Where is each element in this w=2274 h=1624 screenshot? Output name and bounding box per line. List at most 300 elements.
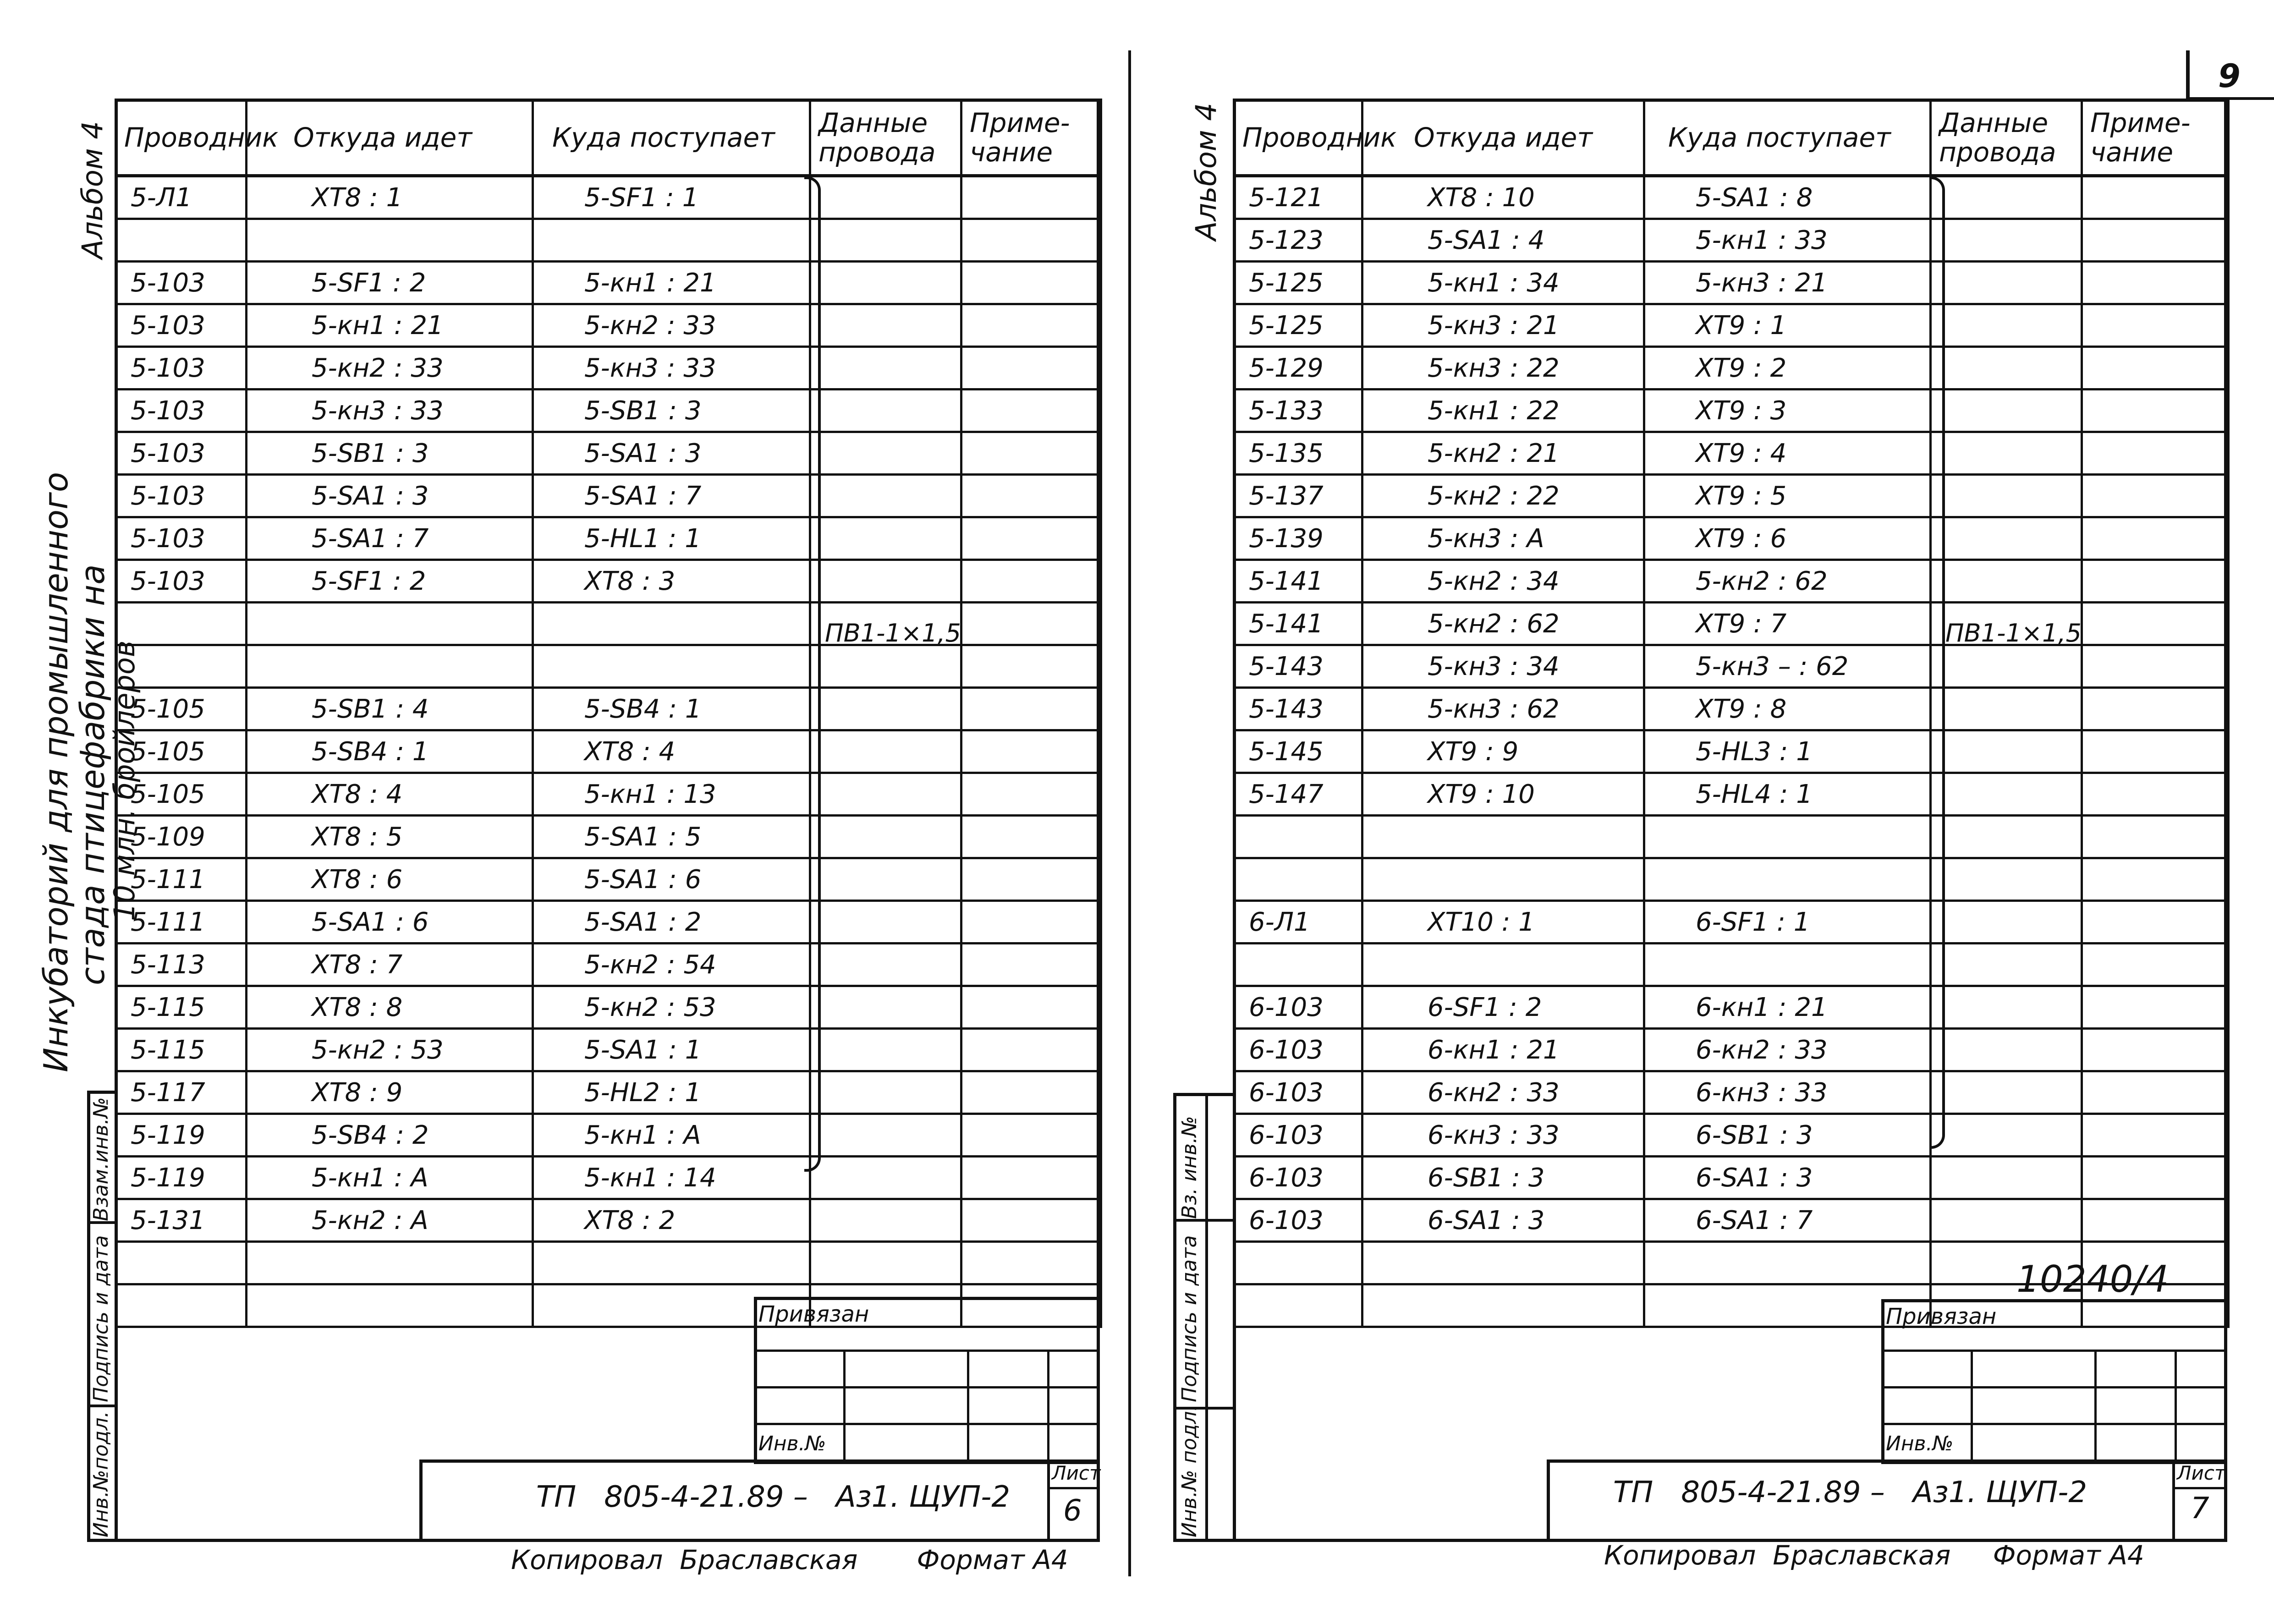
note-cell (2082, 773, 2229, 816)
wire-data-cell (810, 390, 961, 432)
wire-cell: 5-119 (116, 1114, 247, 1157)
page-number: 9 (2218, 57, 2241, 95)
wire-data-cell (1931, 858, 2082, 901)
wire-cell: 6-103 (1234, 1029, 1362, 1071)
right-stamp-sep-1 (1173, 1219, 1236, 1222)
note-cell (2082, 901, 2229, 944)
wire-cell: 5-145 (1234, 730, 1362, 773)
from-cell: 5-SA1 : 6 (247, 901, 533, 944)
note-cell (961, 1242, 1101, 1284)
note-cell (961, 773, 1101, 816)
note-cell (961, 688, 1101, 730)
from-cell: 5-кн2 : 33 (247, 347, 533, 390)
wire-cell: 6-103 (1234, 1157, 1362, 1199)
right-priv-col-1 (1971, 1350, 1973, 1464)
wire-data-cell (1931, 219, 2082, 262)
right-album-label: Альбом 4 (1189, 103, 1223, 241)
note-cell (2082, 986, 2229, 1029)
wire-cell: 5-143 (1234, 688, 1362, 730)
to-cell: 5-кн1 : 33 (1644, 219, 1931, 262)
table-row (1234, 773, 2229, 816)
table-row (116, 390, 1101, 432)
wire-cell: 5-109 (116, 816, 247, 858)
wire-data-cell (1931, 262, 2082, 304)
note-cell (2082, 432, 2229, 475)
table-row (116, 176, 1101, 219)
wire-data-cell (810, 1029, 961, 1071)
to-cell (1644, 1242, 1931, 1284)
wire-data-cell (810, 773, 961, 816)
table-row (1234, 176, 2229, 219)
note-cell (961, 1114, 1101, 1157)
left-list-label: Лист (1052, 1462, 1101, 1484)
wire-cell: 6-Л1 (1234, 901, 1362, 944)
right-footer: Копировал Браславская Формат А4 (1604, 1540, 2144, 1571)
wire-data-cell (810, 560, 961, 603)
wire-data-cell (810, 645, 961, 688)
to-cell: 5-SA1 : 2 (533, 901, 810, 944)
from-cell: 5-кн3 : 33 (247, 390, 533, 432)
wire-cell: 5-119 (116, 1157, 247, 1199)
note-cell (2082, 517, 2229, 560)
left-stamp-vzam: Взам.инв.№ (89, 1097, 113, 1221)
wire-cell (1234, 1242, 1362, 1284)
wire-cell: 5-105 (116, 730, 247, 773)
wire-data-cell (1931, 176, 2082, 219)
to-cell: 5-SA1 : 8 (1644, 176, 1931, 219)
wire-data-cell (1931, 901, 2082, 944)
to-cell: 6-кн2 : 33 (1644, 1029, 1931, 1071)
wire-cell (116, 219, 247, 262)
right-stamp-inner (1205, 1093, 1208, 1542)
to-cell: 6-SA1 : 3 (1644, 1157, 1931, 1199)
note-cell (961, 1199, 1101, 1242)
wire-data-cell (810, 517, 961, 560)
from-cell: 6-SB1 : 3 (1362, 1157, 1644, 1199)
to-cell: 5-кн2 : 33 (533, 304, 810, 347)
right-priv-col-3 (2175, 1350, 2177, 1464)
table-row (1234, 347, 2229, 390)
from-cell: 5-SB1 : 3 (247, 432, 533, 475)
note-cell (2082, 1029, 2229, 1071)
to-cell: XT9 : 2 (1644, 347, 1931, 390)
from-cell: 5-SA1 : 4 (1362, 219, 1644, 262)
left-album-label: Альбом 4 (76, 121, 109, 259)
wire-cell: 6-103 (1234, 1199, 1362, 1242)
from-cell: 5-кн1 : 34 (1362, 262, 1644, 304)
wire-data-cell (810, 1242, 961, 1284)
left-side-title-1: Инкубаторий для промышленного (37, 472, 75, 1072)
from-cell: XT9 : 10 (1362, 773, 1644, 816)
table-row (1234, 1029, 2229, 1071)
to-cell: 5-кн3 : 21 (1644, 262, 1931, 304)
wire-cell: 5-141 (1234, 560, 1362, 603)
wire-data-cell (1931, 1029, 2082, 1071)
from-cell: 5-кн1 : 21 (247, 304, 533, 347)
right-wire-data-label: ПВ1-1×1,5 (1945, 619, 2082, 647)
header-wire-data: Данные провода (810, 100, 961, 176)
wire-data-cell (1931, 517, 2082, 560)
wire-data-cell (810, 986, 961, 1029)
to-cell: 6-SB1 : 3 (1644, 1114, 1931, 1157)
wire-cell (116, 1284, 247, 1327)
from-cell: XT8 : 1 (247, 176, 533, 219)
header-from: Откуда идет (247, 100, 533, 176)
right-inv-no-label: Инв.№ (1886, 1432, 1954, 1455)
from-cell (1362, 1242, 1644, 1284)
note-cell (961, 262, 1101, 304)
left-side-title-3: 10 млн. бройлеров (108, 640, 141, 921)
from-cell: 6-кн1 : 21 (1362, 1029, 1644, 1071)
table-row (1234, 560, 2229, 603)
wire-data-cell (1931, 816, 2082, 858)
wire-cell: 5-147 (1234, 773, 1362, 816)
from-cell: 5-SF1 : 2 (247, 560, 533, 603)
left-inv-no-label: Инв.№ (758, 1432, 826, 1455)
table-row (116, 517, 1101, 560)
note-cell (2082, 944, 2229, 986)
to-cell: 5-кн1 : 14 (533, 1157, 810, 1199)
wire-cell: 5-103 (116, 304, 247, 347)
from-cell (1362, 944, 1644, 986)
table-row (1234, 858, 2229, 901)
table-row (116, 475, 1101, 517)
to-cell: XT9 : 3 (1644, 390, 1931, 432)
from-cell: XT8 : 8 (247, 986, 533, 1029)
wire-cell: 5-113 (116, 944, 247, 986)
to-cell: 5-SA1 : 6 (533, 858, 810, 901)
wire-cell: 5-111 (116, 858, 247, 901)
wire-data-cell (810, 730, 961, 773)
wire-cell: 5-103 (116, 390, 247, 432)
table-row (1234, 262, 2229, 304)
from-cell: 5-SB4 : 1 (247, 730, 533, 773)
wire-data-cell (1931, 986, 2082, 1029)
to-cell: 5-SF1 : 1 (533, 176, 810, 219)
from-cell: 5-SB1 : 4 (247, 688, 533, 730)
table-row (1234, 219, 2229, 262)
table-row (116, 304, 1101, 347)
to-cell: 5-кн3 – : 62 (1644, 645, 1931, 688)
to-cell: XT9 : 5 (1644, 475, 1931, 517)
from-cell: XT8 : 9 (247, 1071, 533, 1114)
table-row (116, 688, 1101, 730)
wire-cell: 5-139 (1234, 517, 1362, 560)
wire-cell (116, 645, 247, 688)
right-stamp-podpis: Подпись и дата (1178, 1235, 1201, 1402)
note-cell (2082, 1157, 2229, 1199)
to-cell: XT8 : 2 (533, 1199, 810, 1242)
table-row (1234, 1199, 2229, 1242)
table-row (1234, 816, 2229, 858)
to-cell: 5-кн3 : 33 (533, 347, 810, 390)
note-cell (961, 858, 1101, 901)
from-cell (1362, 1284, 1644, 1327)
note-cell (2082, 475, 2229, 517)
table-row (116, 730, 1101, 773)
header-to: Куда поступает (1644, 100, 1931, 176)
to-cell: 5-кн2 : 53 (533, 986, 810, 1029)
table-row (1234, 901, 2229, 944)
wire-cell: 5-133 (1234, 390, 1362, 432)
wire-cell: 5-125 (1234, 262, 1362, 304)
note-cell (961, 219, 1101, 262)
wire-data-cell (810, 304, 961, 347)
wire-data-cell (1931, 560, 2082, 603)
left-stamp-podpis: Подпись и дата (89, 1235, 113, 1402)
wire-data-cell (1931, 390, 2082, 432)
to-cell (533, 603, 810, 645)
to-cell (1644, 858, 1931, 901)
wire-cell: 5-103 (116, 517, 247, 560)
note-cell (961, 986, 1101, 1029)
wire-cell: 5-125 (1234, 304, 1362, 347)
wire-cell: 5-105 (116, 688, 247, 730)
from-cell: 5-кн1 : A (247, 1157, 533, 1199)
wire-cell (1234, 858, 1362, 901)
wire-data-cell (810, 432, 961, 475)
to-cell: XT8 : 3 (533, 560, 810, 603)
wire-cell: 5-115 (116, 1029, 247, 1071)
left-privyazan-label: Привязан (758, 1301, 869, 1327)
note-cell (2082, 1199, 2229, 1242)
wire-cell: 6-103 (1234, 1114, 1362, 1157)
to-cell: 5-кн1 : 13 (533, 773, 810, 816)
wire-data-cell (810, 816, 961, 858)
from-cell: XT10 : 1 (1362, 901, 1644, 944)
right-privyazan-label: Привязан (1886, 1304, 1997, 1329)
to-cell: 6-SA1 : 7 (1644, 1199, 1931, 1242)
left-wire-table (115, 99, 1102, 1328)
from-cell: 5-кн2 : 62 (1362, 603, 1644, 645)
from-cell: 5-кн2 : 21 (1362, 432, 1644, 475)
wire-data-cell (810, 858, 961, 901)
note-cell (2082, 858, 2229, 901)
from-cell (1362, 816, 1644, 858)
left-side-title-2: стада птицефабрики на (73, 564, 112, 985)
wire-data-cell (810, 1157, 961, 1199)
left-wire-data-label: ПВ1-1×1,5 (825, 619, 961, 647)
to-cell: 5-HL3 : 1 (1644, 730, 1931, 773)
to-cell: 5-SB1 : 3 (533, 390, 810, 432)
left-wire-data-brace (804, 176, 821, 1172)
wire-cell: 5-103 (116, 347, 247, 390)
left-stamp-sep-1 (87, 1221, 118, 1224)
from-cell: 6-кн3 : 33 (1362, 1114, 1644, 1157)
note-cell (961, 645, 1101, 688)
header-note: Приме- чание (2082, 100, 2229, 176)
from-cell: XT9 : 9 (1362, 730, 1644, 773)
header-wire: Проводник (116, 100, 247, 176)
to-cell: 5-SA1 : 1 (533, 1029, 810, 1071)
note-cell (2082, 304, 2229, 347)
right-wire-table (1233, 99, 2230, 1328)
wire-cell (1234, 816, 1362, 858)
wire-data-cell (1931, 645, 2082, 688)
note-cell (961, 730, 1101, 773)
wire-cell: 6-103 (1234, 986, 1362, 1029)
to-cell (1644, 816, 1931, 858)
to-cell: 5-SB4 : 1 (533, 688, 810, 730)
left-stamp-inv: Инв.№подл. (89, 1411, 113, 1537)
table-row (1234, 730, 2229, 773)
note-cell (2082, 1071, 2229, 1114)
from-cell: XT8 : 10 (1362, 176, 1644, 219)
wire-data-cell (1931, 730, 2082, 773)
note-cell (2082, 390, 2229, 432)
note-cell (2082, 560, 2229, 603)
wire-data-cell (810, 1199, 961, 1242)
note-cell (961, 944, 1101, 986)
wire-cell: 5-135 (1234, 432, 1362, 475)
note-cell (2082, 816, 2229, 858)
left-list-sep-h (1047, 1487, 1100, 1489)
from-cell: 5-SA1 : 3 (247, 475, 533, 517)
to-cell: 5-кн1 : 21 (533, 262, 810, 304)
from-cell: XT8 : 4 (247, 773, 533, 816)
table-row (116, 645, 1101, 688)
header-to: Куда поступает (533, 100, 810, 176)
wire-cell (1234, 1284, 1362, 1327)
left-priv-col-1 (843, 1350, 846, 1464)
note-cell (961, 816, 1101, 858)
table-row (1234, 1114, 2229, 1157)
note-cell (2082, 219, 2229, 262)
note-cell (961, 347, 1101, 390)
to-cell: XT8 : 4 (533, 730, 810, 773)
table-row (116, 944, 1101, 986)
to-cell: 5-SA1 : 5 (533, 816, 810, 858)
wire-data-cell (1931, 1199, 2082, 1242)
wire-cell (116, 1242, 247, 1284)
note-cell (961, 560, 1101, 603)
wire-cell: 5-115 (116, 986, 247, 1029)
wire-data-cell (1931, 1114, 2082, 1157)
to-cell: 5-кн2 : 62 (1644, 560, 1931, 603)
wire-data-cell (810, 219, 961, 262)
table-row (1234, 475, 2229, 517)
to-cell: 5-HL4 : 1 (1644, 773, 1931, 816)
table-row (1234, 645, 2229, 688)
page-number-rule (2186, 50, 2190, 101)
from-cell: 5-SA1 : 7 (247, 517, 533, 560)
wire-data-cell (810, 176, 961, 219)
right-list-sep (2172, 1459, 2175, 1542)
wire-cell: 5-141 (1234, 603, 1362, 645)
left-priv-col-3 (1047, 1350, 1049, 1464)
to-cell: XT9 : 1 (1644, 304, 1931, 347)
left-priv-col-2 (967, 1350, 969, 1464)
to-cell: 5-SA1 : 3 (533, 432, 810, 475)
wire-data-cell (1931, 1157, 2082, 1199)
sheet-divider (1128, 50, 1131, 1576)
wire-data-cell (1931, 304, 2082, 347)
from-cell: 5-SF1 : 2 (247, 262, 533, 304)
note-cell (2082, 730, 2229, 773)
right-list-number: 7 (2191, 1492, 2209, 1525)
to-cell (533, 645, 810, 688)
from-cell: 5-кн3 : A (1362, 517, 1644, 560)
note-cell (961, 475, 1101, 517)
wire-data-cell (1931, 347, 2082, 390)
from-cell: 5-кн2 : A (247, 1199, 533, 1242)
note-cell (961, 432, 1101, 475)
wire-cell: 5-103 (116, 560, 247, 603)
from-cell: XT8 : 6 (247, 858, 533, 901)
right-stamp-inv: Инв.№ подл. (1178, 1405, 1201, 1537)
note-cell (961, 1157, 1101, 1199)
table-row (116, 219, 1101, 262)
note-cell (961, 517, 1101, 560)
note-cell (961, 390, 1101, 432)
left-list-number: 6 (1063, 1494, 1082, 1528)
note-cell (961, 901, 1101, 944)
wire-data-cell (810, 347, 961, 390)
to-cell: 5-SA1 : 7 (533, 475, 810, 517)
table-row (116, 1114, 1101, 1157)
wire-data-cell (1931, 475, 2082, 517)
table-row (1234, 1071, 2229, 1114)
to-cell: 6-SF1 : 1 (1644, 901, 1931, 944)
table-row (1234, 432, 2229, 475)
note-cell (961, 1029, 1101, 1071)
from-cell (247, 1242, 533, 1284)
table-row (1234, 304, 2229, 347)
table-row (116, 1242, 1101, 1284)
to-cell (533, 219, 810, 262)
from-cell: XT8 : 5 (247, 816, 533, 858)
wire-cell: 5-129 (1234, 347, 1362, 390)
table-row (116, 560, 1101, 603)
wire-data-cell (810, 688, 961, 730)
to-cell (1644, 944, 1931, 986)
left-doc-code: ТП 805-4-21.89 – Аз1. ЩУП-2 (536, 1480, 1011, 1514)
to-cell: 6-кн1 : 21 (1644, 986, 1931, 1029)
table-row (1234, 390, 2229, 432)
from-cell (247, 219, 533, 262)
to-cell: 6-кн3 : 33 (1644, 1071, 1931, 1114)
wire-cell: 5-Л1 (116, 176, 247, 219)
table-row (1234, 688, 2229, 730)
wire-data-cell (1931, 1071, 2082, 1114)
from-cell: 5-кн2 : 34 (1362, 560, 1644, 603)
wire-cell: 5-123 (1234, 219, 1362, 262)
wire-cell: 5-131 (116, 1199, 247, 1242)
wire-data-cell (810, 1114, 961, 1157)
table-row (116, 347, 1101, 390)
right-list-label: Лист (2177, 1462, 2226, 1484)
to-cell: XT9 : 7 (1644, 603, 1931, 645)
table-row (116, 901, 1101, 944)
from-cell: 5-кн3 : 22 (1362, 347, 1644, 390)
note-cell (2082, 645, 2229, 688)
note-cell (2082, 1114, 2229, 1157)
from-cell: 5-кн3 : 21 (1362, 304, 1644, 347)
wire-data-cell (1931, 432, 2082, 475)
to-cell: 5-кн2 : 54 (533, 944, 810, 986)
table-row (1234, 986, 2229, 1029)
right-list-sep-h (2172, 1487, 2227, 1489)
header-wire-data: Данные провода (1931, 100, 2082, 176)
header-from: Откуда идет (1362, 100, 1644, 176)
table-row (116, 1029, 1101, 1071)
from-cell: 6-кн2 : 33 (1362, 1071, 1644, 1114)
wire-cell: 5-143 (1234, 645, 1362, 688)
table-row (116, 262, 1101, 304)
to-cell: XT9 : 6 (1644, 517, 1931, 560)
wire-data-cell (810, 262, 961, 304)
wire-data-cell (810, 901, 961, 944)
